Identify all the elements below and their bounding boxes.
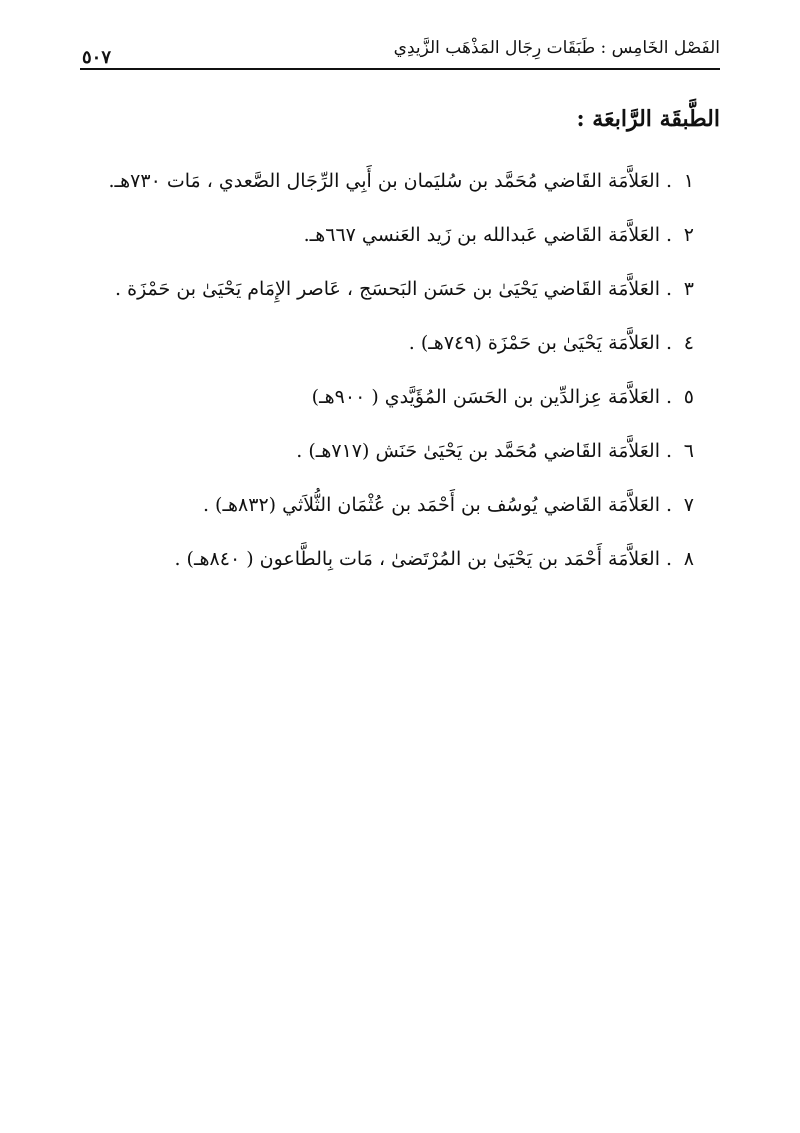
list-item-text: العَلاَّمَة أَحْمَد بن يَحْيَىٰ بن المُرْتَضىٰ ، مَات بِالطَّاعون ( ٨٤٠هـ) . [174,548,660,570]
list-item-number: ٨ [683,548,694,570]
list-item-number: ٢ [683,224,694,246]
section-title: الطَّبقَة الرَّابعَة : [576,106,720,132]
page-number: ٥٠٧ [82,47,112,68]
list-item-number: ٧ [683,494,694,516]
list-item-text: العَلاَّمَة يَحْيَىٰ بن حَمْزَة (٧٤٩هـ) . [408,332,660,354]
list-item-separator: . [665,224,672,246]
list-item-text: العَلاَّمَة القَاضي مُحَمَّد بن يَحْيَىٰ حَنَش (٧١٧هـ) . [296,440,660,462]
list-item [60,382,694,436]
list-item-number: ٣ [683,278,694,300]
list-item [60,490,694,544]
list-item-text: العَلاَّمَة عِزالدِّين بن الحَسَن المُؤَيَّدي ( ٩٠٠هـ) [311,386,660,408]
list-item-text: العَلاَّمَة القَاضي يُوسُف بن أَحْمَد بن عُثْمَان الثُّلاَثي (٨٣٢هـ) . [202,494,660,516]
list-item-separator: . [665,386,672,408]
scholar-list [60,166,694,598]
list-item-separator: . [665,548,672,570]
header-rule [80,68,720,70]
list-item [60,166,694,220]
list-item-separator: . [665,170,672,192]
list-item-separator: . [665,494,672,516]
list-item-separator: . [665,440,672,462]
list-item [60,220,694,274]
running-header-title: الفَصْل الخَامِس : طَبَقَات رِجَال المَذْهَب الزَّيدِي [393,38,720,58]
list-item-separator: . [665,278,672,300]
list-item [60,436,694,490]
list-item-number: ٤ [683,332,694,354]
list-item [60,544,694,598]
list-item-separator: . [665,332,672,354]
list-item-number: ١ [683,170,694,192]
list-item-number: ٦ [683,440,694,462]
list-item-number: ٥ [683,386,694,408]
list-item-text: العَلاَّمَة القَاضي عَبدالله بن زَيد العَنسي ٦٦٧هـ. [303,224,660,246]
list-item-text: العَلاَّمَة القَاضي يَحْيَىٰ بن حَسَن البَحسَج ، عَاصر الإِمَام يَحْيَىٰ بن حَمْزَة . [115,278,660,300]
list-item [60,274,694,328]
list-item-text: العَلاَّمَة القَاضي مُحَمَّد بن سُليَمان بن أَبِي الرِّجَال الصَّعدي ، مَات ٧٣٠هـ. [108,170,660,192]
list-item [60,328,694,382]
